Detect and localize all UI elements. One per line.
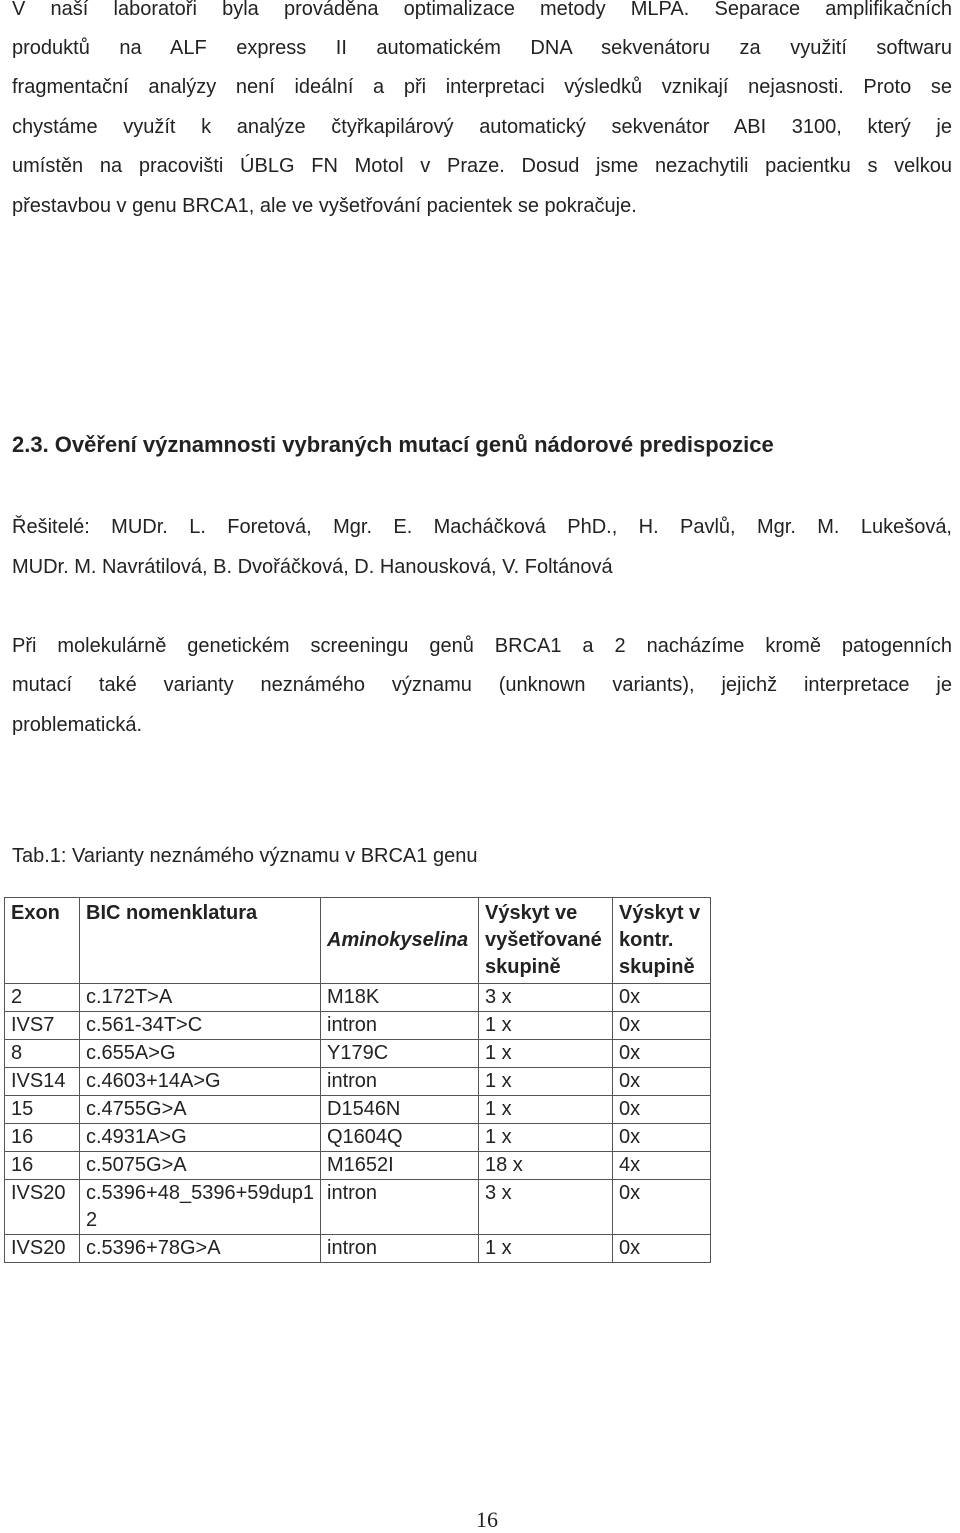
description-line: mutací také varianty neznámého významu (unknown variants), jejichž interpretace je	[12, 674, 952, 696]
cell-amino: intron	[321, 1235, 479, 1263]
cell-bic: c.5075G>A	[80, 1152, 321, 1180]
cell-vyskyt-kontrolni: 0x	[613, 1012, 711, 1040]
intro-line: fragmentační analýzy není ideální a při interpretaci výsledků vznikají nejasnosti. Proto se	[12, 76, 952, 98]
variants-table	[4, 897, 711, 1263]
table-header-row	[5, 898, 711, 984]
cell-vyskyt-kontrolni: 0x	[613, 1124, 711, 1152]
cell-exon: IVS7	[5, 1012, 80, 1040]
cell-bic: c.4603+14A>G	[80, 1068, 321, 1096]
cell-bic: c.5396+78G>A	[80, 1235, 321, 1263]
cell-exon: 8	[5, 1040, 80, 1068]
cell-amino: D1546N	[321, 1096, 479, 1124]
cell-vyskyt-vysetrovane: 1 x	[479, 1096, 613, 1124]
cell-amino: intron	[321, 1180, 479, 1235]
cell-amino: intron	[321, 1068, 479, 1096]
cell-exon: 2	[5, 984, 80, 1012]
cell-bic: c.5396+48_5396+59dup12	[80, 1180, 321, 1235]
cell-amino: M1652I	[321, 1152, 479, 1180]
cell-exon: IVS20	[5, 1180, 80, 1235]
description-line: Při molekulárně genetickém screeningu genů BRCA1 a 2 nacházíme kromě patogenních	[12, 635, 952, 657]
column-header-exon: Exon	[5, 898, 80, 984]
cell-vyskyt-vysetrovane: 18 x	[479, 1152, 613, 1180]
intro-line: přestavbou v genu BRCA1, ale ve vyšetřování pacientek se pokračuje.	[12, 195, 637, 217]
cell-vyskyt-kontrolni: 0x	[613, 984, 711, 1012]
table-row	[5, 1152, 711, 1180]
cell-vyskyt-kontrolni: 0x	[613, 1180, 711, 1235]
cell-exon: 16	[5, 1152, 80, 1180]
cell-vyskyt-kontrolni: 4x	[613, 1152, 711, 1180]
cell-vyskyt-kontrolni: 0x	[613, 1040, 711, 1068]
cell-vyskyt-vysetrovane: 1 x	[479, 1235, 613, 1263]
cell-amino: M18K	[321, 984, 479, 1012]
table-row	[5, 1180, 711, 1235]
cell-exon: IVS20	[5, 1235, 80, 1263]
column-header-bic: BIC nomenklatura	[80, 898, 321, 984]
description-line: problematická.	[12, 714, 143, 736]
cell-vyskyt-kontrolni: 0x	[613, 1235, 711, 1263]
intro-line: V naší laboratoři byla prováděna optimalizace metody MLPA. Separace amplifikačních	[12, 0, 952, 20]
cell-amino: Y179C	[321, 1040, 479, 1068]
authors-line: Řešitelé: MUDr. L. Foretová, Mgr. E. Macháčková PhD., H. Pavlů, Mgr. M. Lukešová,	[12, 516, 952, 538]
column-header-vyskyt-vysetrovane: Výskyt ve vyšetřované skupině	[479, 898, 613, 984]
table-row	[5, 984, 711, 1012]
table-caption: Tab.1: Varianty neznámého významu v BRCA1 genu	[12, 845, 478, 867]
cell-vyskyt-vysetrovane: 1 x	[479, 1124, 613, 1152]
cell-exon: 16	[5, 1124, 80, 1152]
cell-vyskyt-kontrolni: 0x	[613, 1096, 711, 1124]
table-body	[5, 984, 711, 1263]
cell-amino: Q1604Q	[321, 1124, 479, 1152]
table-row	[5, 1012, 711, 1040]
cell-exon: 15	[5, 1096, 80, 1124]
cell-vyskyt-vysetrovane: 3 x	[479, 1180, 613, 1235]
cell-bic: c.4755G>A	[80, 1096, 321, 1124]
authors-line: MUDr. M. Navrátilová, B. Dvořáčková, D. Hanousková, V. Foltánová	[12, 556, 613, 578]
table-row	[5, 1040, 711, 1068]
cell-exon: IVS14	[5, 1068, 80, 1096]
table-row	[5, 1235, 711, 1263]
intro-line: umístěn na pracovišti ÚBLG FN Motol v Praze. Dosud jsme nezachytili pacientku s velkou	[12, 155, 952, 177]
cell-bic: c.655A>G	[80, 1040, 321, 1068]
cell-bic: c.561-34T>C	[80, 1012, 321, 1040]
cell-vyskyt-vysetrovane: 1 x	[479, 1012, 613, 1040]
intro-line: produktů na ALF express II automatickém DNA sekvenátoru za využití softwaru	[12, 37, 952, 59]
column-header-amino: Aminokyselina	[321, 898, 479, 984]
cell-amino: intron	[321, 1012, 479, 1040]
table-row	[5, 1096, 711, 1124]
cell-vyskyt-kontrolni: 0x	[613, 1068, 711, 1096]
table-row	[5, 1068, 711, 1096]
cell-vyskyt-vysetrovane: 1 x	[479, 1040, 613, 1068]
cell-vyskyt-vysetrovane: 1 x	[479, 1068, 613, 1096]
cell-bic: c.172T>A	[80, 984, 321, 1012]
page-number: 16	[476, 1507, 498, 1532]
section-heading: 2.3. Ověření významnosti vybraných mutací genů nádorové predispozice	[12, 432, 774, 457]
cell-vyskyt-vysetrovane: 3 x	[479, 984, 613, 1012]
table-row	[5, 1124, 711, 1152]
intro-line: chystáme využít k analýze čtyřkapilárový automatický sekvenátor ABI 3100, který je	[12, 116, 952, 138]
column-header-vyskyt-kontrolni: Výskyt v kontr. skupině	[613, 898, 711, 984]
cell-bic: c.4931A>G	[80, 1124, 321, 1152]
